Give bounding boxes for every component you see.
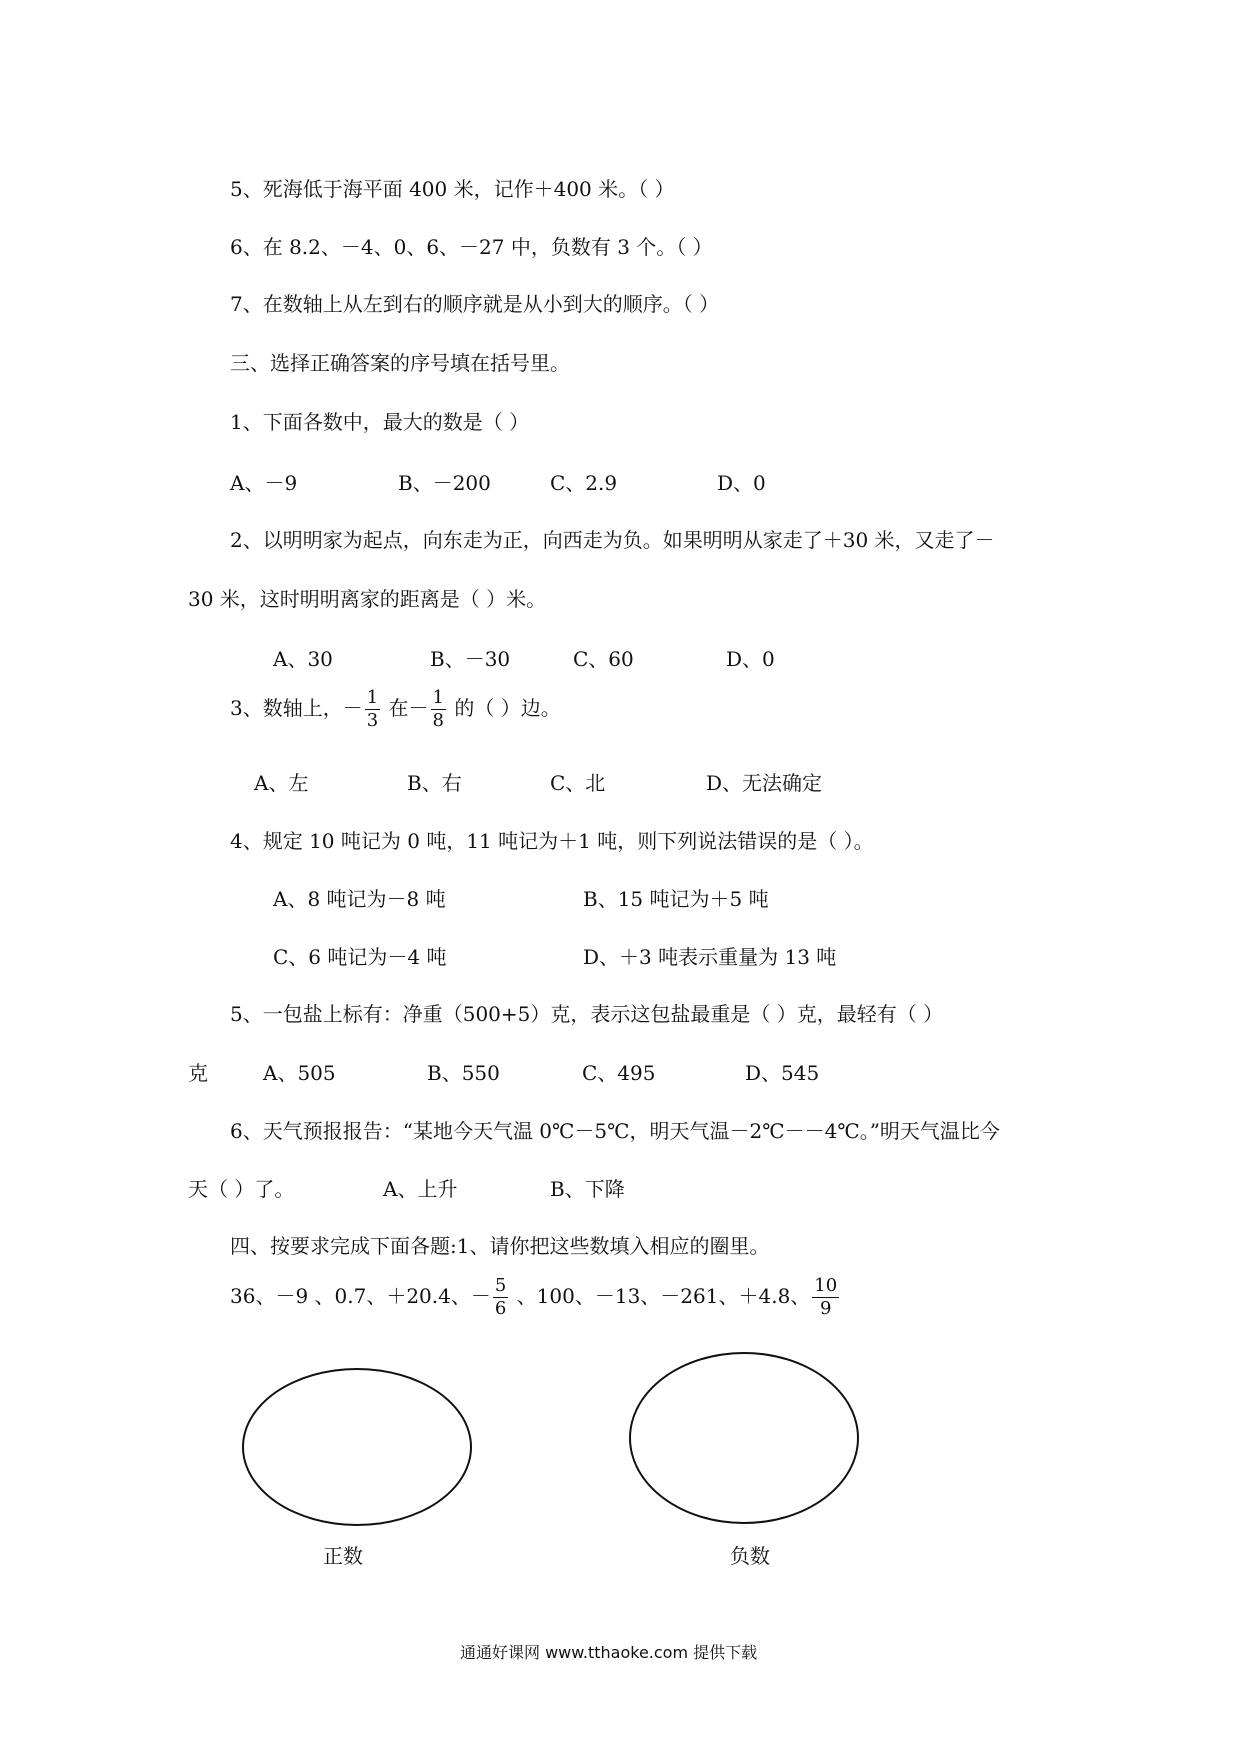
numbers-fraction-1 (493, 1277, 508, 1318)
numbers-middle: 、100、－13、－261、＋4.8、 (510, 1284, 811, 1308)
section3-title: 三、选择正确答案的序号填在括号里。 (230, 351, 570, 375)
s3-q3-fraction-2 (431, 689, 446, 730)
s3-q2-option-a: A、30 (273, 647, 333, 671)
s3-q2-option-d: D、0 (726, 647, 775, 671)
judge-q5: 5、死海低于海平面 400 米，记作＋400 米。（ ） (230, 177, 675, 201)
numbers-prefix: 36、－9 、0.7、＋20.4、－ (230, 1284, 491, 1308)
s3-q3-text (230, 689, 561, 730)
s3-q3-option-d: D、无法确定 (706, 771, 823, 795)
s3-q2-option-c: C、60 (573, 647, 634, 671)
footer-watermark: 通通好课网 www.tthaoke.com 提供下载 (460, 1643, 758, 1662)
s3-q5-line1: 5、一包盐上标有：净重（500+5）克，表示这包盐最重是（ ）克，最轻有（ ） (230, 1002, 944, 1026)
s3-q5-option-a: A、505 (263, 1061, 336, 1085)
section4-numbers (230, 1277, 841, 1318)
s3-q4-option-c: C、6 吨记为－4 吨 (273, 945, 447, 969)
s3-q4-option-a: A、8 吨记为－8 吨 (273, 887, 446, 911)
negative-numbers-circle (629, 1352, 859, 1524)
s3-q1-option-c: C、2.9 (550, 471, 618, 495)
s3-q5-option-b: B、550 (427, 1061, 500, 1085)
s3-q3-option-b: B、右 (407, 771, 462, 795)
s3-q3-option-a: A、左 (254, 771, 309, 795)
judge-q7: 7、在数轴上从左到右的顺序就是从小到大的顺序。（ ） (230, 292, 720, 316)
s3-q5-option-c: C、495 (582, 1061, 656, 1085)
judge-q6: 6、在 8.2、－4、0、6、－27 中，负数有 3 个。（ ） (230, 235, 713, 259)
numbers-frac1-num: 5 (494, 1275, 507, 1296)
s3-q3-suffix: 的（ ）边。 (448, 696, 561, 720)
s3-q4-option-d: D、＋3 吨表示重量为 13 吨 (583, 945, 837, 969)
s3-q3-option-c: C、北 (550, 771, 606, 795)
s3-q2-option-b: B、－30 (430, 647, 511, 671)
numbers-frac1-den: 6 (494, 1298, 507, 1319)
s3-q1-option-a: A、－9 (230, 471, 298, 495)
s3-q4-text: 4、规定 10 吨记为 0 吨，11 吨记为＋1 吨，则下列说法错误的是（ ）。 (230, 829, 874, 853)
positive-numbers-label: 正数 (323, 1544, 363, 1568)
s3-q3-frac1-num: 1 (366, 687, 379, 708)
numbers-fraction-2 (812, 1277, 839, 1318)
s3-q6-line2-prefix: 天（ ）了。 (188, 1177, 295, 1201)
s3-q6-option-a: A、上升 (383, 1177, 458, 1201)
numbers-frac2-den: 9 (820, 1298, 832, 1319)
s3-q5-line2-prefix: 克 (188, 1061, 208, 1085)
s3-q6-option-b: B、下降 (550, 1177, 625, 1201)
positive-numbers-circle (242, 1368, 472, 1526)
s3-q3-prefix: 3、数轴上，－ (230, 696, 363, 720)
s3-q2-line1: 2、以明明家为起点，向东走为正，向西走为负。如果明明从家走了＋30 米，又走了－ (230, 528, 995, 552)
section4-title: 四、按要求完成下面各题:1、请你把这些数填入相应的圈里。 (230, 1234, 770, 1258)
numbers-frac2-num: 10 (814, 1275, 838, 1296)
s3-q1-text: 1、下面各数中，最大的数是（ ） (230, 410, 530, 434)
s3-q6-line1: 6、天气预报报告：“某地今天气温 0℃－5℃，明天气温－2℃－－4℃。”明天气温比今 (230, 1119, 1000, 1143)
s3-q1-option-b: B、－200 (398, 471, 491, 495)
s3-q3-fraction-1 (365, 689, 380, 730)
s3-q3-frac2-den: 8 (432, 710, 444, 731)
s3-q5-option-d: D、545 (745, 1061, 820, 1085)
s3-q1-option-d: D、0 (717, 471, 766, 495)
s3-q2-line2: 30 米，这时明明离家的距离是（ ）米。 (188, 587, 547, 611)
negative-numbers-label: 负数 (730, 1544, 770, 1568)
s3-q4-option-b: B、15 吨记为＋5 吨 (583, 887, 769, 911)
s3-q3-frac1-den: 3 (366, 710, 379, 731)
s3-q3-middle: 在－ (382, 696, 429, 720)
s3-q3-frac2-num: 1 (432, 687, 444, 708)
